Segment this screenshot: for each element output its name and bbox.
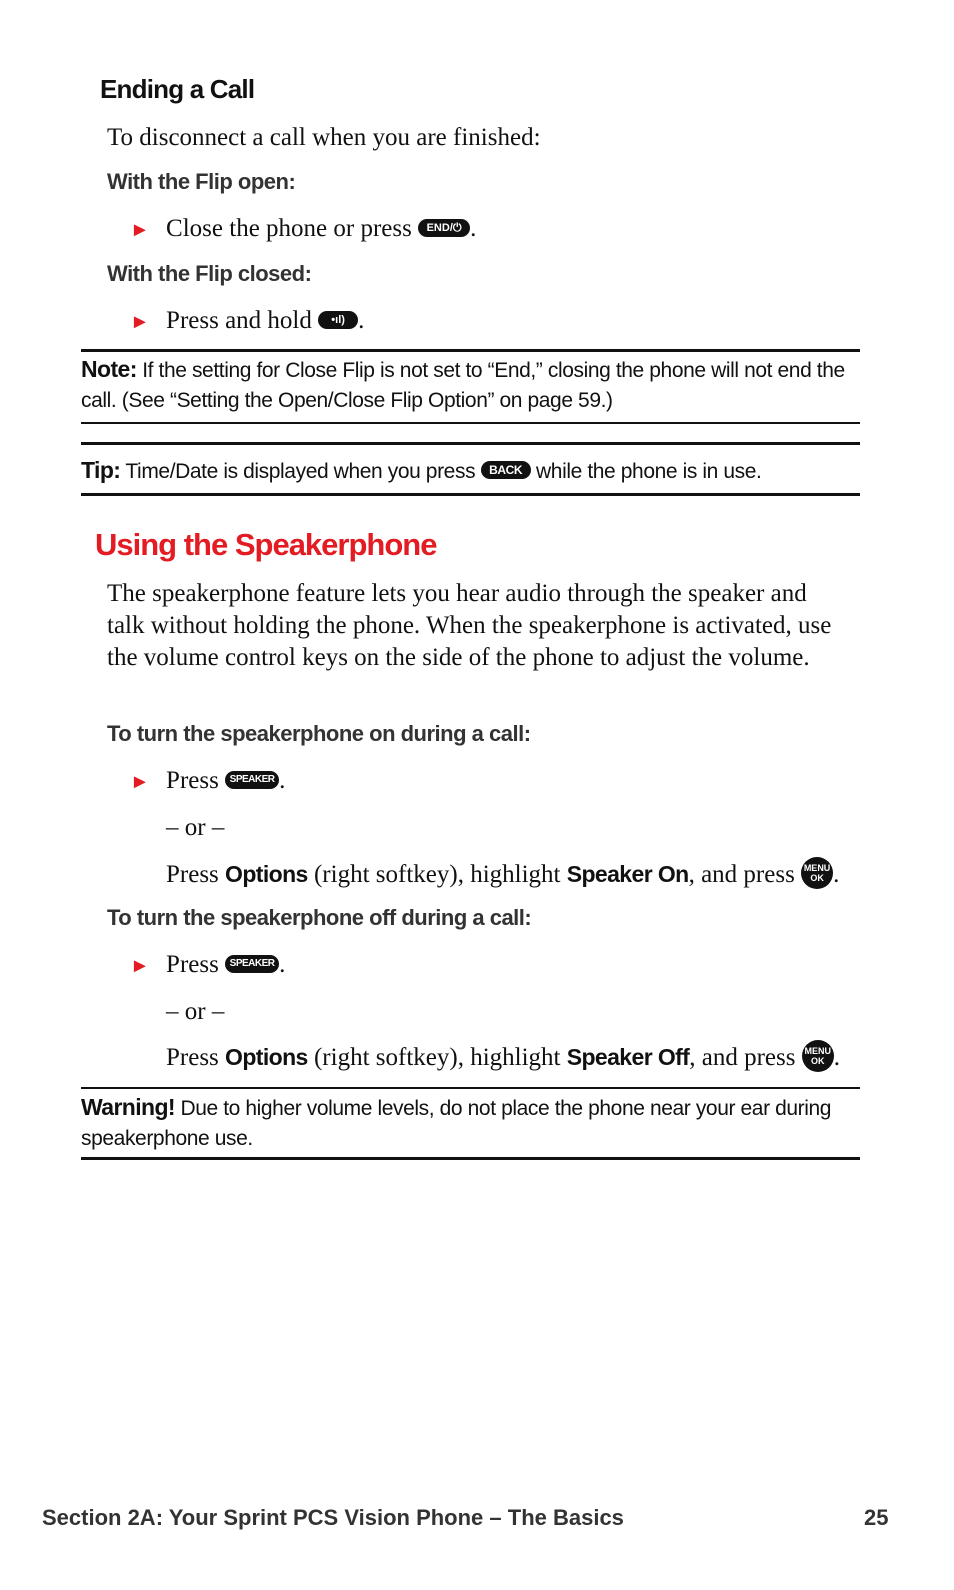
- speaker-key-icon: SPEAKER: [225, 955, 279, 973]
- options-softkey-label: Options: [225, 861, 308, 887]
- note-text: If the setting for Close Flip is not set to “End,” closing the phone will not end the call. (See “Setting the Open/Close Flip Option” on page 59.): [81, 359, 845, 412]
- warning-top-rule: [81, 1087, 860, 1089]
- bullet-arrow-icon: ►: [130, 771, 150, 793]
- flip-open-step-text: Close the phone or press: [166, 215, 412, 242]
- warning-text: Due to higher volume levels, do not place the phone near your ear during speakerphone use.: [81, 1097, 832, 1150]
- bullet-arrow-icon: ►: [130, 219, 150, 241]
- back-key-icon: BACK: [481, 461, 531, 479]
- speaker-off-label: To turn the speakerphone off during a call:: [107, 905, 532, 930]
- speaker-off-step-1: ► Press SPEAKER .: [130, 951, 286, 978]
- section-heading-speakerphone: Using the Speakerphone: [95, 527, 437, 562]
- bullet-arrow-icon: ►: [130, 311, 150, 333]
- menu-ok-key-icon: MENU OK: [801, 857, 833, 889]
- tip-text-before: Time/Date is displayed when you press: [125, 460, 476, 483]
- speaker-on-label: To turn the speakerphone on during a call:: [107, 721, 531, 746]
- flip-open-step: ► Close the phone or press END/⏻ .: [130, 215, 477, 242]
- warning-box: [81, 1092, 841, 1154]
- tip-label: Tip:: [81, 457, 121, 483]
- speaker-off-option: Speaker Off: [566, 1044, 690, 1070]
- speaker-on-step-1: ► Press SPEAKER .: [130, 767, 286, 794]
- tip-box: [81, 455, 861, 487]
- side-speaker-key-icon: •ıl): [318, 311, 358, 329]
- flip-closed-step: ► Press and hold •ıl) .: [130, 307, 365, 334]
- speakerphone-intro: The speakerphone feature lets you hear audio through the speaker and talk without holding the phone. When the speakerphone is activated, use the volume control keys on the side of the phone to adjust the volume.: [107, 580, 832, 671]
- speaker-on-option: Speaker On: [566, 861, 689, 887]
- section-heading-ending-call: Ending a Call: [100, 74, 255, 104]
- warning-label: Warning!: [81, 1094, 175, 1120]
- or-separator: – or –: [166, 814, 225, 841]
- note-top-rule: [81, 349, 860, 352]
- page-number: 25: [864, 1505, 889, 1530]
- ending-call-intro: To disconnect a call when you are finished:: [107, 124, 541, 151]
- note-bottom-rule: [81, 422, 860, 424]
- note-label: Note:: [81, 356, 137, 382]
- speaker-off-step-2: Press Options (right softkey), highlight Speaker Off, and press MENU OK .: [166, 1041, 840, 1075]
- options-softkey-label: Options: [225, 1044, 308, 1070]
- or-separator: – or –: [166, 998, 225, 1025]
- tip-bottom-rule: [81, 493, 860, 496]
- flip-open-label: With the Flip open:: [107, 169, 296, 194]
- warning-bottom-rule: [81, 1157, 860, 1160]
- menu-ok-key-icon: MENU OK: [802, 1040, 834, 1072]
- tip-top-rule: [81, 442, 860, 445]
- bullet-arrow-icon: ►: [130, 955, 150, 977]
- flip-closed-step-text: Press and hold: [166, 307, 312, 334]
- speaker-key-icon: SPEAKER: [225, 771, 279, 789]
- footer-section-title: Section 2A: Your Sprint PCS Vision Phone – The Basics: [42, 1505, 624, 1530]
- flip-closed-label: With the Flip closed:: [107, 261, 312, 286]
- tip-text-after: while the phone is in use.: [536, 460, 762, 483]
- speaker-on-step-2: Press Options (right softkey), highlight Speaker On, and press MENU OK .: [166, 858, 839, 892]
- note-box: [81, 354, 861, 416]
- end-key-icon: END/⏻: [418, 219, 470, 237]
